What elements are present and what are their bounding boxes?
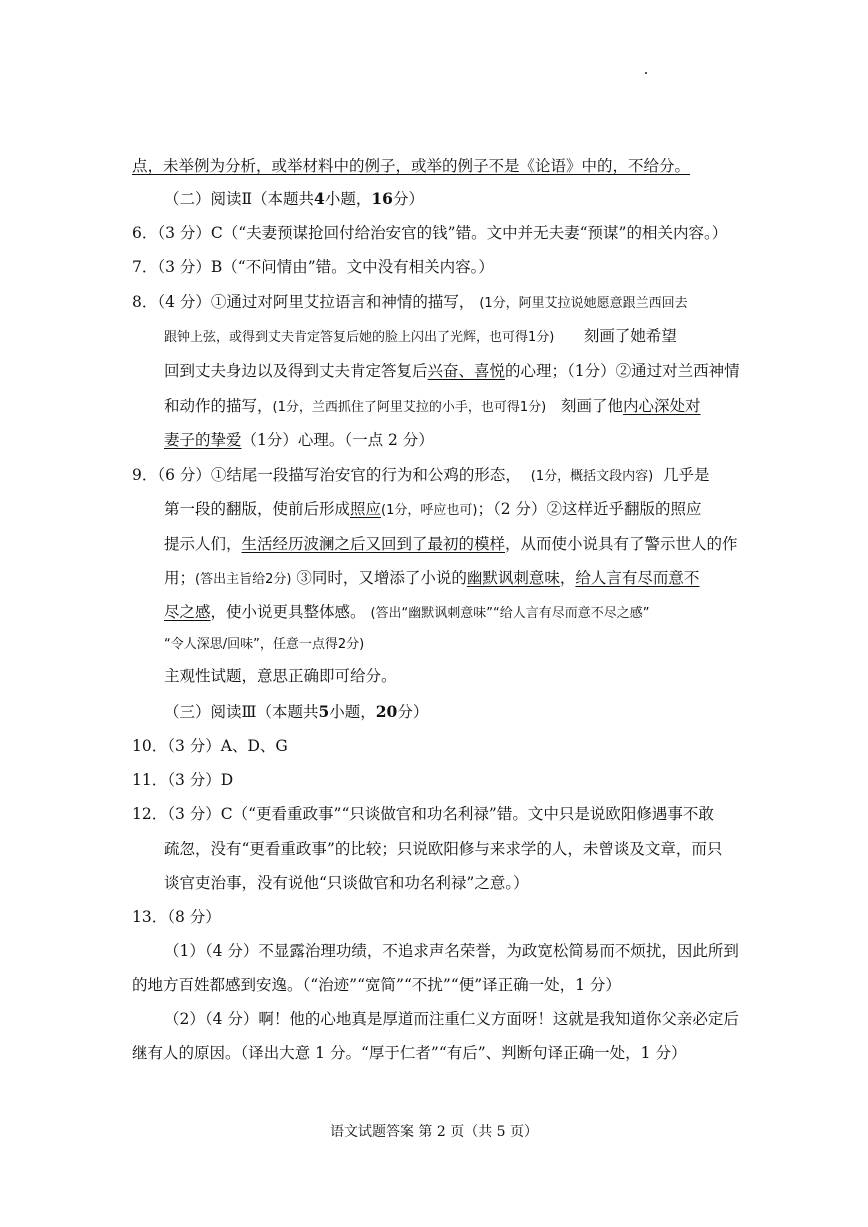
answer-8-line-3: 回到丈夫身边以及得到丈夫肯定答复后兴奋、喜悦的心理；（1分）②通过对兰西神情 [164, 362, 740, 380]
answer-10: 10．（3 分）A、D、G [132, 737, 288, 755]
answer-6: 6．（3 分）C（“夫妻预谋抢回付给治安官的钱”错。文中并无夫妻“预谋”的相关内容。） [132, 224, 728, 242]
answer-13-2-line-2: 继有人的原因。（译出大意 1 分。“厚于仁者”“有后”、判断句译正确一处，1 分） [132, 1044, 687, 1062]
answer-13-1-line-1: （1）（4 分）不显露治理功绩，不追求声名荣誉，为政宽松简易而不烦扰，因此所到 [164, 942, 739, 960]
scan-speck [645, 72, 647, 74]
answer-8-line-5: 妻子的挚爱（1分）心理。（一点 2 分） [164, 431, 434, 449]
page-footer: 语文试题答案 第 2 页（共 5 页） [329, 1124, 539, 1140]
answer-9-line-4: 用；(答出主旨给2分) ③同时，又增添了小说的幽默讽刺意味，给人言有尽而意不 [164, 569, 700, 587]
answer-12-line-1: 12．（3 分）C（“更看重政事”“只谈做官和功名利禄”错。文中只是说欧阳修遇事不敢 [132, 805, 714, 823]
answer-8-line-4: 和动作的描写，(1分，兰西抓住了阿里艾拉的小手，也可得1分) 刻画了他内心深处对 [164, 397, 701, 415]
answer-7: 7．（3 分）B（“不问情由”错。文中没有相关内容。） [132, 258, 494, 276]
answer-line-continuation: 点，未举例为分析，或举材料中的例子，或举的例子不是《论语》中的，不给分。 [132, 157, 691, 175]
answer-11: 11．（3 分）D [132, 771, 234, 789]
section-heading-reading-2: （二）阅读Ⅱ（本题共4小题，16分） [164, 189, 424, 208]
answer-8-line-2: 跟钟上弦，或得到丈夫肯定答复后她的脸上闪出了光辉，也可得1分) 刻画了她希望 [164, 327, 677, 345]
answer-9-line-3: 提示人们，生活经历波澜之后又回到了最初的模样，从而使小说具有了警示世人的作 [164, 535, 738, 553]
answer-9-line-1: 9．（6 分）①结尾一段描写治安官的行为和公鸡的形态， (1分，概括文段内容) 几乎是 [132, 466, 710, 484]
answer-12-line-3: 谈官吏治事，没有说他“只谈做官和功名利禄”之意。） [164, 874, 529, 892]
answer-8-line-1: 8．（4 分）①通过对阿里艾拉语言和神情的描写， (1分，阿里艾拉说她愿意跟兰西回去 [132, 293, 688, 311]
answer-9-line-2: 第一段的翻版，使前后形成照应(1分，呼应也可)；（2 分）②这样近乎翻版的照应 [164, 500, 702, 518]
answer-12-line-2: 疏忽，没有“更看重政事”的比较；只说欧阳修与来求学的人，未曾谈及文章，而只 [164, 840, 723, 858]
answer-13-1-line-2: 的地方百姓都感到安逸。（“治迹”“宽简”“不扰”“便”译正确一处，1 分） [132, 976, 621, 994]
grading-note: 主观性试题，意思正确即可给分。 [164, 667, 397, 685]
answer-13-2-line-1: （2）（4 分）啊！他的心地真是厚道而注重仁义方面呀！这就是我知道你父亲必定后 [164, 1010, 739, 1028]
section-heading-reading-3: （三）阅读Ⅲ（本题共5小题，20分） [164, 702, 429, 721]
answer-9-line-6: “令人深思/回味”，任意一点得2分) [164, 637, 365, 652]
answer-13: 13．（8 分） [132, 908, 221, 926]
answer-9-line-5: 尽之感，使小说更具整体感。 (答出“幽默讽刺意味”“给人言有尽而意不尽之感” [164, 603, 650, 621]
